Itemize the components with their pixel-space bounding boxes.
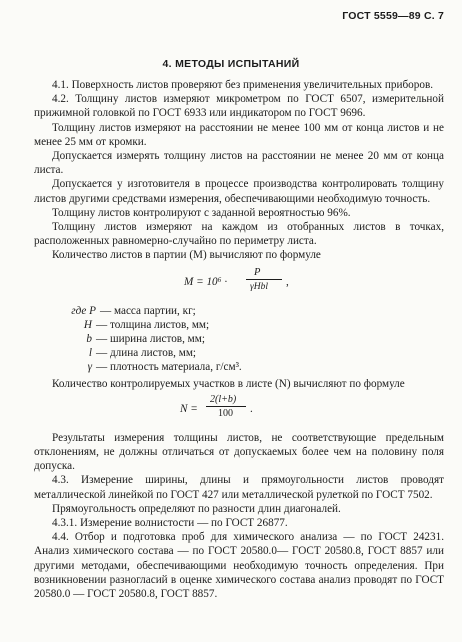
- definition-symbol: H: [83, 318, 92, 331]
- page-header: ГОСТ 5559—89 С. 7: [342, 10, 444, 22]
- paragraph: Толщину листов контролируют с заданной вероятностью 96%.: [52, 206, 351, 219]
- definition-symbol: b: [86, 333, 92, 346]
- definition-symbol: где P: [71, 304, 96, 317]
- paragraph: Результаты измерения толщины листов, не соответствующие предельным отклонениям, не должны отличаться от допускаемых более чем на половину поля допуска.: [34, 431, 444, 473]
- definition-text: — длина листов, мм;: [96, 347, 197, 360]
- formula-numerator: 2(l+b): [210, 393, 237, 405]
- formula-numerator: P: [254, 266, 261, 278]
- paragraph: 4.3. Измерение ширины, длины и прямоугольности листов проводят металлической линейкой по ГОСТ 427 или металлической рулеткой по ГОСТ 7502.: [34, 474, 444, 501]
- definition-row: [44, 360, 444, 374]
- paragraph: Допускается измерять толщину листов на расстоянии не менее 20 мм от конца листа.: [34, 150, 444, 177]
- paragraph: 4.4. Отбор и подготовка проб для химического анализа — по ГОСТ 24231. Анализ химического состава — по ГОСТ 20580.0— ГОСТ 20580.8, ГОСТ 8857 или другими методами, обеспечивающими необходимую точность определения. При возникновении разногласий в оценке химического состава анализ проводят по ГОСТ 20580.0 — ГОСТ 20580.8, ГОСТ 8857.: [34, 531, 444, 601]
- definition-row: [44, 346, 444, 360]
- paragraph: Прямоугольность определяют по разности длин диагоналей.: [52, 502, 341, 515]
- definition-text: — толщина листов, мм;: [96, 318, 210, 331]
- definition-row: [44, 304, 444, 318]
- definition-symbol: γ: [87, 361, 92, 374]
- paragraph: 4.2. Толщину листов измеряют микрометром по ГОСТ 6507, измерительной прижимной головкой по ГОСТ 6933 или индикатором по ГОСТ 9696.: [34, 93, 444, 120]
- formula-control-areas: [34, 393, 444, 427]
- definition-text: — ширина листов, мм;: [96, 333, 205, 346]
- formula-batch-count: [34, 266, 444, 300]
- document-body: [34, 78, 444, 601]
- formula-tail: .: [250, 402, 253, 415]
- definition-text: — плотность материала, г/см³.: [96, 361, 242, 374]
- section-title: 4. МЕТОДЫ ИСПЫТАНИЙ: [162, 58, 300, 70]
- paragraph: 4.1. Поверхность листов проверяют без применения увеличительных приборов.: [52, 79, 434, 91]
- formula-denominator: 100: [218, 407, 233, 419]
- paragraph: Толщину листов измеряют на расстоянии не менее 100 мм от конца листов и не менее 25 мм от кромки.: [34, 121, 444, 148]
- formula-lhs: N =: [180, 402, 198, 415]
- paragraph: Допускается у изготовителя в процессе производства контролировать толщину листов другими средствами измерения, обеспечивающими необходимую точность.: [34, 178, 444, 205]
- definition-row: [44, 318, 444, 332]
- paragraph: Количество листов в партии (M) вычисляют по формуле: [52, 249, 321, 262]
- definition-text: — масса партии, кг;: [100, 304, 196, 317]
- formula-tail: ,: [286, 275, 289, 288]
- paragraph: Количество контролируемых участков в листе (N) вычисляют по формуле: [52, 377, 405, 390]
- definition-row: [44, 332, 444, 346]
- formula-denominator: γHbl: [250, 281, 268, 292]
- definitions-list: [44, 304, 444, 375]
- formula-lhs: M = 10⁶ ·: [184, 275, 228, 288]
- definition-symbol: l: [88, 347, 92, 360]
- paragraph: Толщину листов измеряют на каждом из отобранных листов в точках, расположенных равномерно-случайно по периметру листа.: [34, 221, 444, 248]
- paragraph: 4.3.1. Измерение волнистости — по ГОСТ 26877.: [52, 517, 288, 530]
